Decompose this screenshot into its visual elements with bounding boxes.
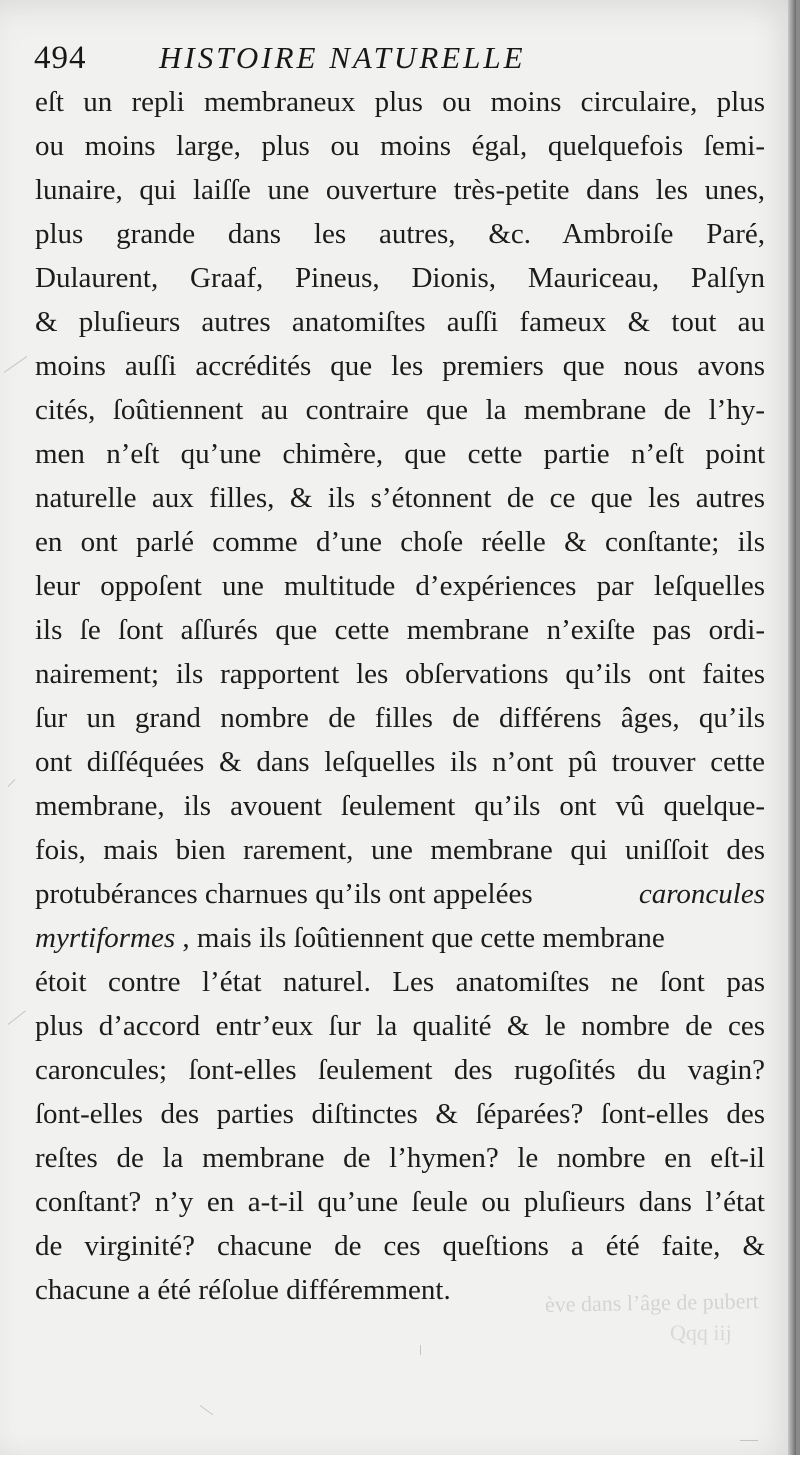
page-number: 494 bbox=[34, 40, 87, 76]
text-line: fois, mais bien rarement, une membrane qui uniſſoit des bbox=[35, 834, 765, 866]
paper-mark bbox=[200, 1405, 214, 1415]
text-line: moins auſſi accrédités que les premiers que nous avons bbox=[35, 350, 765, 382]
text-line: ſur un grand nombre de filles de différens âges, qu’ils bbox=[35, 702, 765, 734]
italic-term-caroncules: caroncules bbox=[638, 878, 765, 910]
text-line: Dulaurent, Graaf, Pineus, Dionis, Mauriceau, Palſyn bbox=[35, 262, 765, 294]
text-line: ont diſſéquées & dans leſquelles ils n’ont pû trouver cette bbox=[35, 746, 765, 778]
text-line-myrtiformes bbox=[35, 916, 765, 960]
text-line: en ont parlé comme d’une choſe réelle & conſtante; ils bbox=[35, 526, 765, 558]
text-line: de virginité? chacune de ces queſtions a été faite, & bbox=[35, 1230, 765, 1262]
text-line: men n’eſt qu’une chimère, que cette partie n’eſt point bbox=[35, 438, 765, 470]
text-line: ſont-elles des parties diſtinctes & ſéparées? ſont-elles des bbox=[35, 1098, 765, 1130]
text-line: leur oppoſent une multitude d’expériences par leſquelles bbox=[35, 570, 765, 602]
text-line: étoit contre l’état naturel. Les anatomiſtes ne ſont pas bbox=[35, 966, 765, 998]
text-line: ou moins large, plus ou moins égal, quelquefois ſemi- bbox=[35, 130, 765, 162]
text-line: plus d’accord entr’eux ſur la qualité & le nombre de ces bbox=[35, 1010, 765, 1042]
text-fragment: , mais ils ſoûtiennent que cette membrane bbox=[182, 922, 665, 954]
text-line: caroncules; ſont-elles ſeulement des rugoſités du vagin? bbox=[35, 1054, 765, 1086]
text-line: lunaire, qui laiſſe une ouverture très-petite dans les unes, bbox=[35, 174, 765, 206]
text-line: ils ſe ſont aſſurés que cette membrane n’exiſte pas ordi- bbox=[35, 614, 765, 646]
text-line: nairement; ils rapportent les obſervations qu’ils ont faites bbox=[35, 658, 765, 690]
paper-mark bbox=[8, 779, 16, 787]
italic-term-myrtiformes: myrtiformes bbox=[35, 922, 176, 954]
text-line: naturelle aux filles, & ils s’étonnent de ce que les autres bbox=[35, 482, 765, 514]
paper-mark bbox=[420, 1345, 421, 1355]
running-title: HISTOIRE NATURELLE bbox=[159, 40, 526, 75]
page-header bbox=[34, 40, 734, 80]
text-line: & pluſieurs autres anatomiſtes auſſi fameux & tout au bbox=[35, 306, 765, 338]
paper-mark bbox=[8, 1011, 26, 1025]
text-line: cités, ſoûtiennent au contraire que la membrane de l’hy- bbox=[35, 394, 765, 426]
text-line: eſt un repli membraneux plus ou moins circulaire, plus bbox=[35, 86, 765, 118]
text-fragment: protubérances charnues qu’ils ont appelées bbox=[35, 878, 533, 910]
text-line: reſtes de la membrane de l’hymen? le nombre en eſt-il bbox=[35, 1142, 765, 1174]
text-line: membrane, ils avouent ſeulement qu’ils ont vû quelque- bbox=[35, 790, 765, 822]
show-through-text: Qqq iij bbox=[670, 1320, 732, 1345]
text-line-last: chacune a été réſolue différemment. bbox=[35, 1274, 451, 1306]
text-line: plus grande dans les autres, &c. Ambroiſe Paré, bbox=[35, 218, 765, 250]
page-edge-shadow bbox=[788, 0, 796, 1457]
paper-mark bbox=[4, 356, 28, 373]
text-line: conſtant? n’y en a-t-il qu’une ſeule ou pluſieurs dans l’état bbox=[35, 1186, 765, 1218]
show-through-text: ève dans l’âge de pubert bbox=[544, 1288, 759, 1317]
text-line-caroncules bbox=[35, 872, 765, 916]
paper-mark bbox=[740, 1440, 758, 1441]
